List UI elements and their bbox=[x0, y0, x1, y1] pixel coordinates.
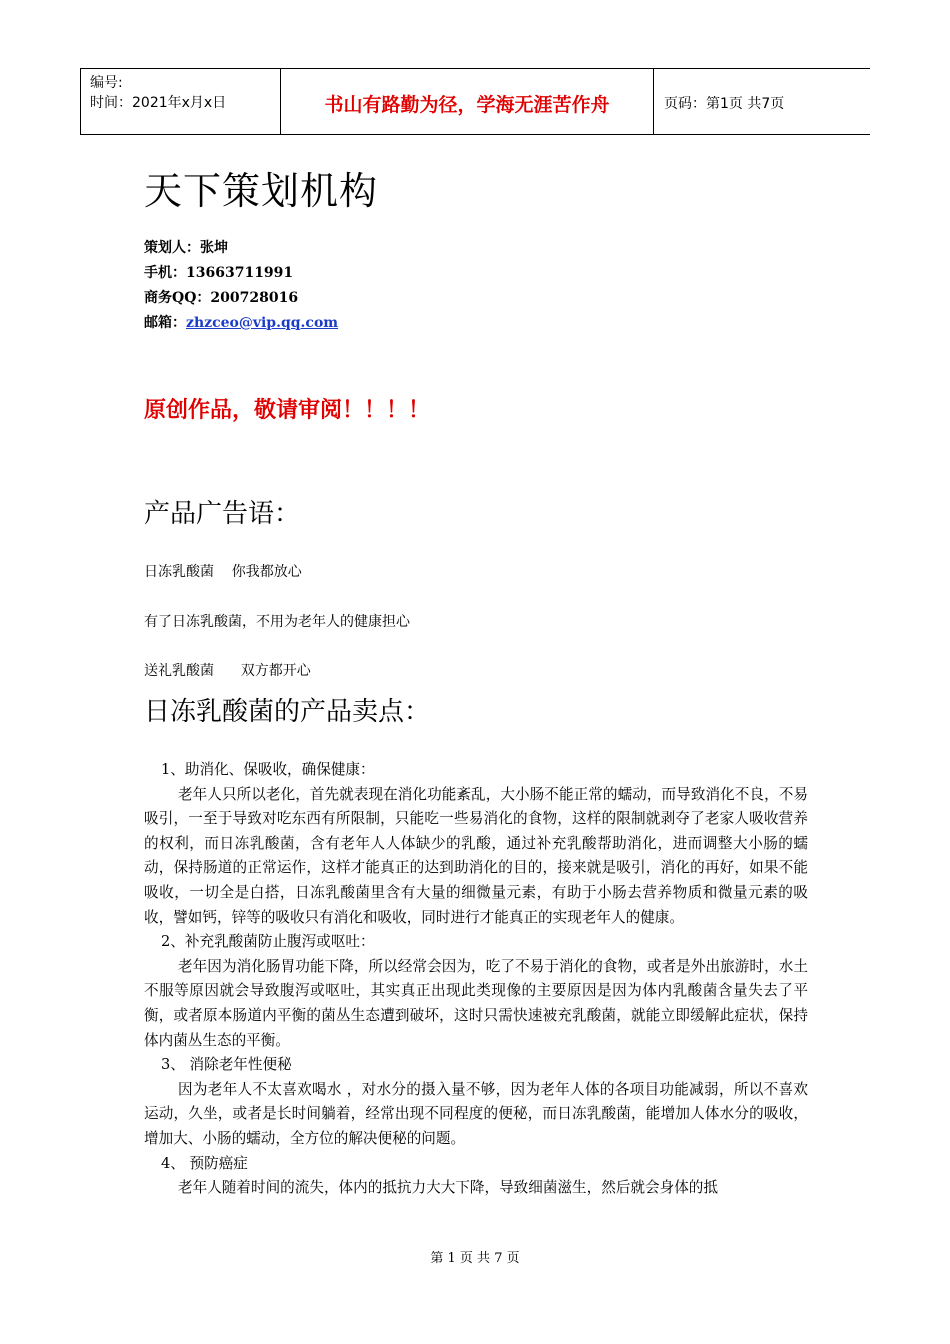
original-notice: 原创作品，敬请审阅！！！！ bbox=[144, 398, 431, 423]
email-line bbox=[144, 311, 338, 336]
page-header bbox=[80, 68, 870, 135]
contact-block bbox=[144, 236, 338, 336]
slogan-2: 有了日冻乳酸菌，不用为老年人的健康担心 bbox=[144, 614, 410, 630]
point-body: 老年因为消化肠胃功能下降，所以经常会因为，吃了不易于消化的食物，或者是外出旅游时，水土不服等原因就会导致腹泻或呕吐，其实真正出现此类现像的主要原因是因为体内乳酸菌含量失去了平衡，或者原本肠道内平衡的菌丛生态遭到破坏，这时只需快速被充乳酸菌，就能立即缓解此症状，保持体内菌丛生态的平衡。 bbox=[144, 957, 808, 1049]
page-footer: 第 1 页 共 7 页 bbox=[430, 1251, 520, 1266]
point-title: 1、助消化、保吸收，确保健康： bbox=[161, 761, 375, 778]
phone-line: 手机：13663711991 bbox=[144, 265, 294, 281]
slogan-3: 送礼乳酸菌 双方都开心 bbox=[144, 663, 311, 679]
email-label: 邮箱： bbox=[144, 315, 186, 331]
planner-line: 策划人：张坤 bbox=[144, 240, 228, 256]
point-title: 3、 消除老年性便秘 bbox=[161, 1056, 292, 1074]
point-title: 2、补充乳酸菌防止腹泻或呕吐： bbox=[161, 933, 375, 951]
slogan-1: 日冻乳酸菌 你我都放心 bbox=[144, 564, 302, 580]
header-page-label: 页码：第1页 共7页 bbox=[664, 95, 785, 112]
point-body: 老年人随着时间的流失，体内的抵抗力大大下降，导致细菌滋生，然后就会身体的抵 bbox=[178, 1179, 718, 1197]
number-label: 编号: bbox=[90, 75, 123, 91]
org-title: 天下策划机构 bbox=[144, 169, 379, 213]
point-body: 老年人只所以老化，首先就表现在消化功能紊乱，大小肠不能正常的蠕动，而导致消化不良，不易吸引，一至于导致对吃东西有所限制，只能吃一些易消化的食物，这样的限制就剥夺了老家人吸收营养的权利，而日冻乳酸菌，含有老年人人体缺少的乳酸，通过补充乳酸帮助消化，进而调整大小肠的蠕动，保持肠道的正常运作，这样才能真正的达到助消化的目的，接来就是吸引，消化的再好，如果不能吸收，一切全是白搭，日冻乳酸菌里含有大量的细微量元素，有助于小肠去营养物质和微量元素的吸收，譬如钙，锌等的吸收只有消化和吸收，同时进行才能真正的实现老年人的健康。 bbox=[144, 785, 808, 926]
point-body: 因为老年人不太喜欢喝水 ，对水分的摄入量不够，因为老年人体的各项目功能减弱，所以不喜欢运动，久坐，或者是长时间躺着，经常出现不同程度的便秘，而日冻乳酸菌，能增加人体水分的吸收，增加大、小肠的蠕动，全方位的解决便秘的问题。 bbox=[144, 1080, 808, 1147]
point-title: 4、 预防癌症 bbox=[161, 1154, 248, 1172]
email-link[interactable]: zhzceo@vip.qq.com bbox=[186, 315, 339, 331]
header-motto: 书山有路勤为径，学海无涯苦作舟 bbox=[281, 69, 654, 134]
header-meta bbox=[80, 69, 281, 134]
selling-heading: 日冻乳酸菌的产品卖点： bbox=[144, 697, 431, 727]
selling-points bbox=[144, 758, 808, 1201]
ad-heading: 产品广告语： bbox=[144, 499, 301, 529]
time-label: 时间：2021年x月x日 bbox=[90, 95, 227, 111]
qq-line: 商务QQ：200728016 bbox=[144, 290, 299, 306]
